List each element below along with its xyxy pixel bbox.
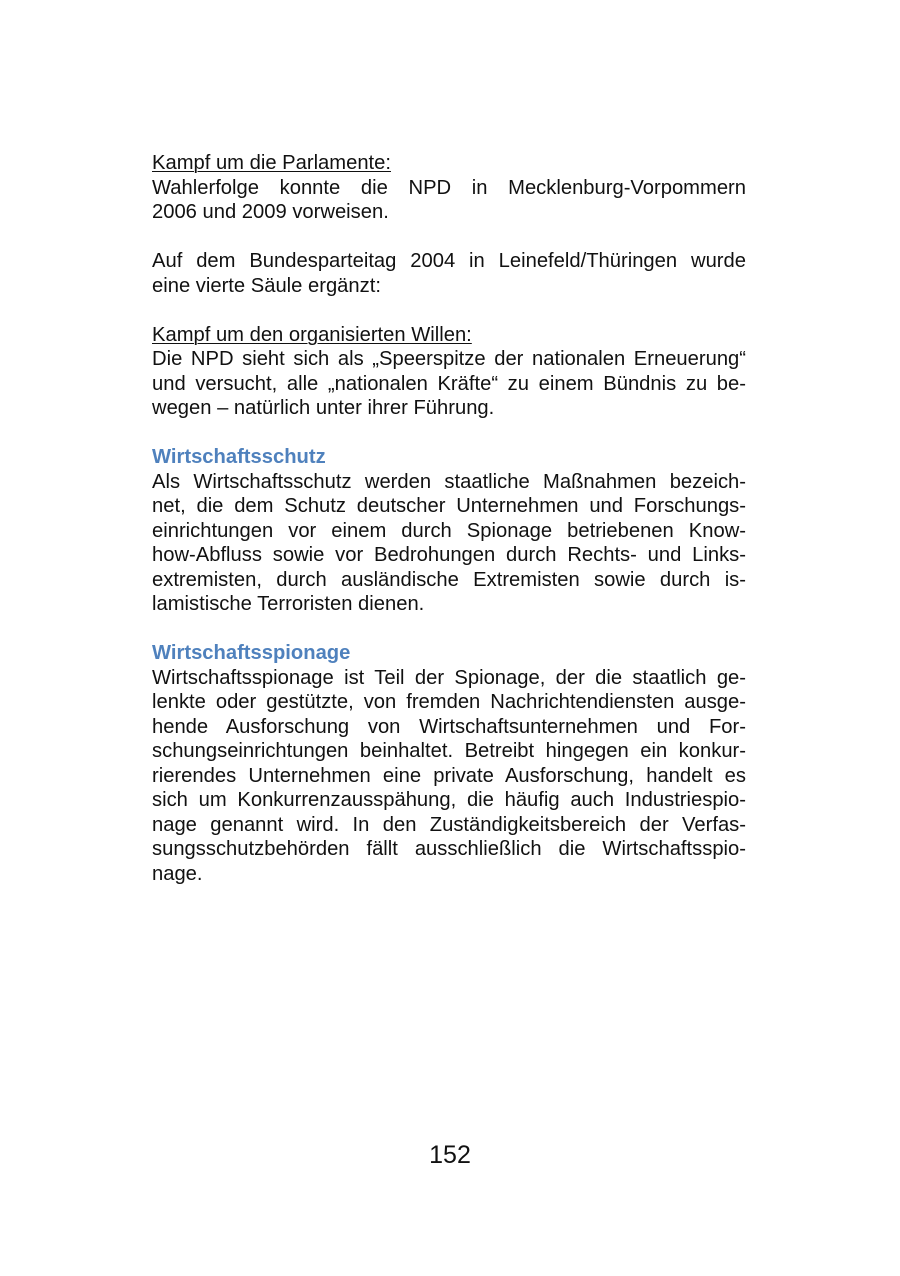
paragraph-wirtschaftsspionage [152, 666, 746, 887]
paragraph-gap [152, 298, 746, 323]
paragraph-willen [152, 323, 746, 421]
paragraph-wirtschaftsschutz [152, 470, 746, 617]
text-line: nage. [152, 862, 203, 885]
text-line: Als Wirtschaftsschutz werden staatliche Maßnahmen bezeich- [152, 470, 746, 493]
text-line: lenkte oder gestützte, von fremden Nachrichtendiensten ausge- [152, 691, 746, 713]
paragraph-gap [152, 617, 746, 642]
text-line: wegen – natürlich unter ihrer Führung. [152, 397, 495, 419]
paragraph-gap [152, 421, 746, 446]
text-line: Wirtschaftsspionage ist Teil der Spionage, der die staatlich ge- [152, 666, 746, 689]
text-line: extremisten, durch ausländische Extremisten sowie durch is- [152, 568, 746, 591]
heading-wirtschaftsspionage: Wirtschaftsspionage [152, 642, 351, 664]
text-line: eine vierte Säule ergänzt: [152, 274, 381, 297]
text-line: schungseinrichtungen beinhaltet. Betreibt hingegen ein konkur- [152, 740, 746, 762]
text-line: einrichtungen vor einem durch Spionage betriebenen Know- [152, 519, 746, 542]
text-line: sich um Konkurrenzausspähung, die häufig auch Industriespio- [152, 789, 746, 811]
text-line: und versucht, alle „nationalen Kräfte“ zu einem Bündnis zu be- [152, 372, 746, 395]
text-line: rierendes Unternehmen eine private Ausforschung, handelt es [152, 764, 746, 787]
text-line: 2006 und 2009 vorweisen. [152, 201, 389, 223]
text-line: nage genannt wird. In den Zuständigkeitsbereich der Verfas- [152, 813, 746, 836]
paragraph-parlamente [152, 151, 746, 225]
text-line: hende Ausforschung von Wirtschaftsunternehmen und For- [152, 715, 746, 738]
text-line: sungsschutzbehörden fällt ausschließlich die Wirtschaftsspio- [152, 838, 746, 860]
subheading-parlamente: Kampf um die Parlamente: [152, 152, 391, 174]
document-page [152, 151, 746, 886]
paragraph-gap [152, 225, 746, 250]
text-line: net, die dem Schutz deutscher Unternehmen und Forschungs- [152, 495, 746, 517]
text-line: how-Abfluss sowie vor Bedrohungen durch Rechts- und Links- [152, 544, 746, 566]
page-number: 152 [429, 1141, 471, 1169]
subheading-willen: Kampf um den organisierten Willen: [152, 323, 472, 346]
paragraph-bundesparteitag [152, 249, 746, 298]
text-line: Die NPD sieht sich als „Speerspitze der nationalen Erneuerung“ [152, 348, 746, 370]
text-line: Auf dem Bundesparteitag 2004 in Leinefeld/Thüringen wurde [152, 250, 746, 272]
text-line: Wahlerfolge konnte die NPD in Mecklenburg-Vorpommern [152, 176, 746, 199]
heading-wirtschaftsschutz: Wirtschaftsschutz [152, 446, 326, 468]
text-line: lamistische Terroristen dienen. [152, 593, 425, 615]
